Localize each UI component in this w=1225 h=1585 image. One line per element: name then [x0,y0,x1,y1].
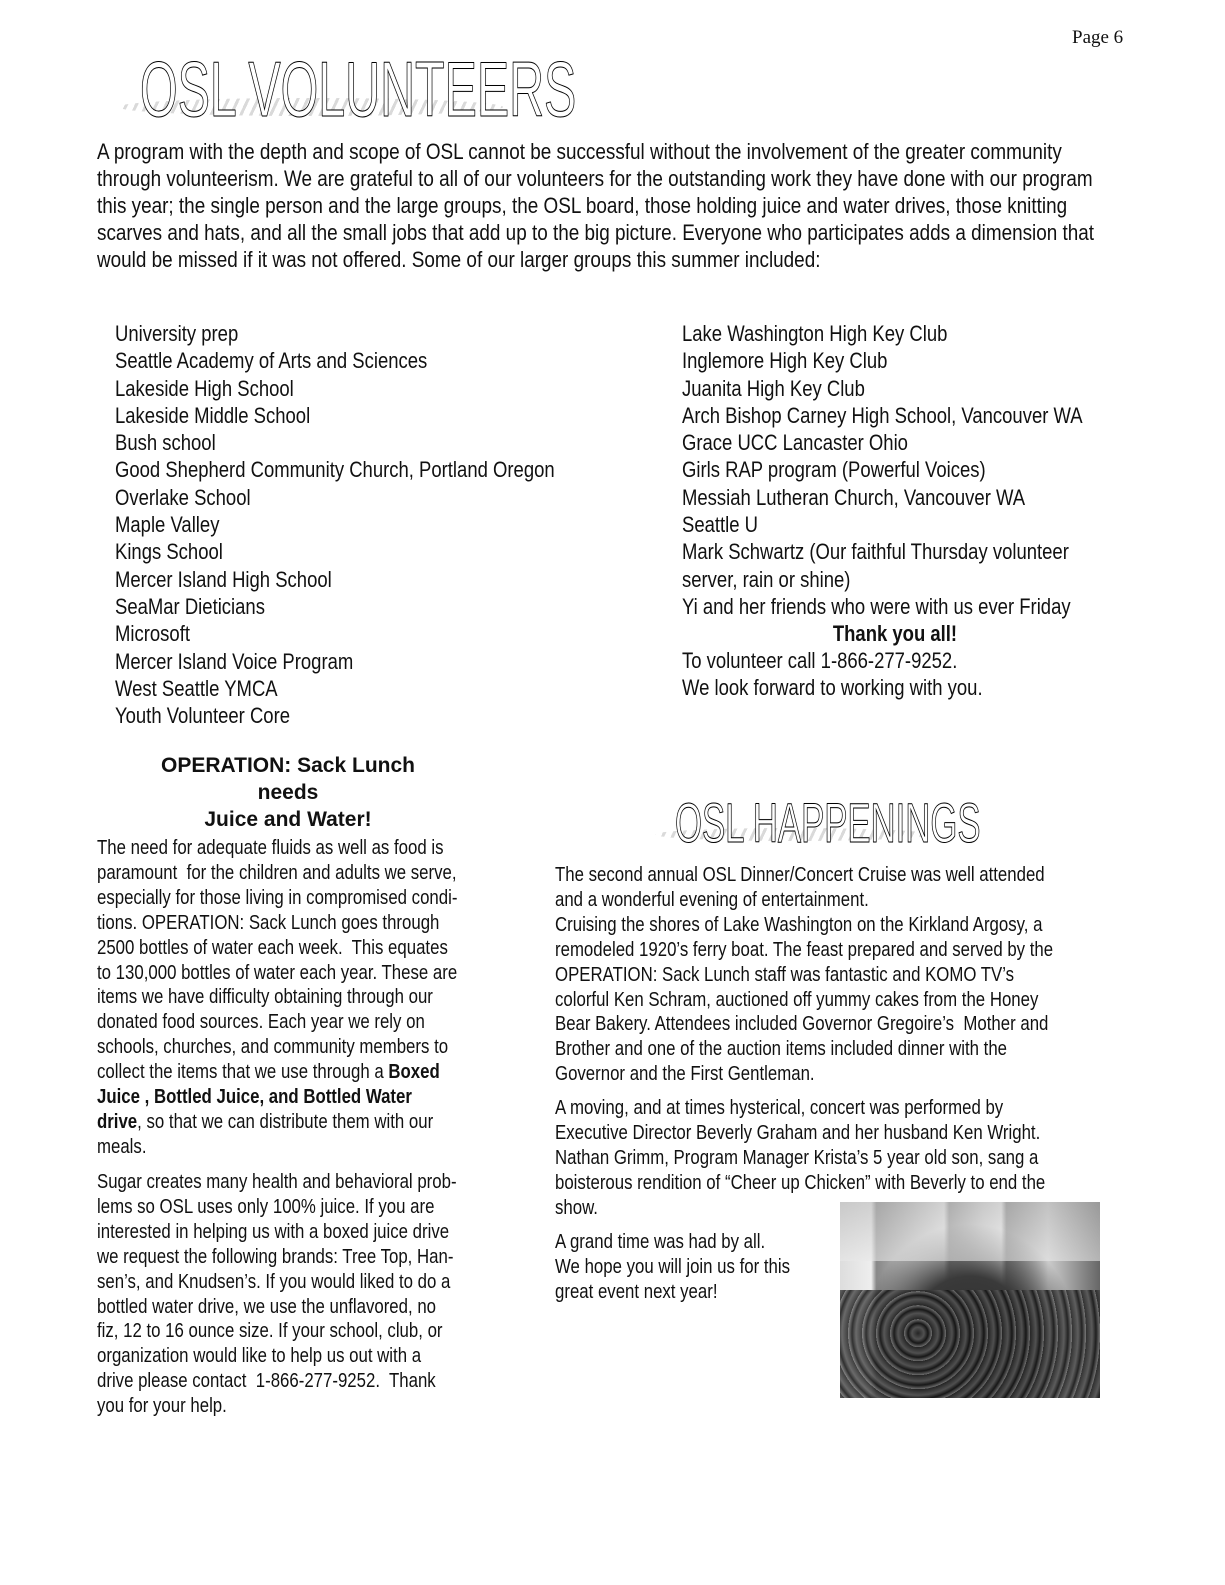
text-run: meals. [97,1135,147,1158]
operation-heading [97,752,479,833]
text-run: Executive Director Beverly Graham and her husband Ken Wright. [555,1121,1041,1144]
heading-line: needs [257,781,319,804]
text-line: A program with the depth and scope of OSL cannot be successful without the involvement of the greater community [97,139,1062,164]
text-run: A grand time was had by all. [555,1231,766,1253]
bold-text: Boxed [388,1061,440,1084]
text-line [97,985,457,1010]
text-run: colorful Ken Schram, auctioned off yummy cakes from the Honey [555,988,1039,1011]
photo-ceiling [840,1202,1100,1261]
text-line [555,988,1053,1013]
cruise-event-photo [840,1202,1100,1398]
text-line [97,886,457,911]
text-line [97,1035,457,1060]
text-run: remodeled 1920’s ferry boat. The feast prepared and served by the [555,938,1054,961]
text-run: Bear Bakery. Attendees included Governor Gregoire’s Mother and [555,1013,1049,1036]
volunteer-group: Inglemore High Key Club [682,348,888,374]
text-run: you for your help. [97,1395,227,1418]
text-line [97,1085,457,1110]
volunteer-group: Lakeside Middle School [115,402,311,428]
volunteer-group: Mark Schwartz (Our faithful Thursday volunteer [682,539,1069,565]
text-line [97,1220,457,1245]
text-run: 2500 bottles of water each week. This equates [97,936,448,959]
volunteer-group: Juanita High Key Club [682,375,865,401]
text-line [97,1135,457,1160]
page-number: Page 6 [1072,27,1124,48]
text-line [97,1245,457,1270]
text-line [97,1110,457,1135]
text-run: tions. OPERATION: Sack Lunch goes through [97,911,440,934]
text-line: through volunteerism. We are grateful to all of our volunteers for the outstanding work they have done with our program [97,166,1093,191]
volunteer-group: Yi and her friends who were with us ever Friday [682,593,1071,619]
text-run: Brother and one of the auction items included dinner with the [555,1038,1008,1061]
volunteer-groups-right [682,320,1083,620]
thank-you-label: Thank you all! [832,621,957,646]
text-run: donated food sources. Each year we rely on [97,1011,425,1034]
text-run: bottled water drive, we use the unflavored, no [97,1295,437,1318]
text-line [97,1170,457,1195]
text-run: paramount for the children and adults we serve, [97,861,457,884]
text-line [555,1037,1053,1062]
volunteer-group: Messiah Lutheran Church, Vancouver WA [682,484,1026,510]
volunteer-group: Mercer Island High School [115,566,332,592]
text-line [97,1060,457,1085]
text-line [97,961,457,986]
text-line [555,1255,790,1280]
volunteer-group: Youth Volunteer Core [115,703,291,729]
text-run: We hope you will join us for this [555,1255,791,1278]
text-line [97,1319,457,1344]
text-run: , so that we can distribute them with our [137,1110,434,1133]
volunteers-title-text: OSL VOLUNTEERS [140,45,577,133]
text-run: interested in helping us with a boxed juice drive [97,1220,450,1243]
text-run: Nathan Grimm, Program Manager Krista’s 5 year old son, sang a [555,1146,1039,1169]
text-line: To volunteer call 1-866-277-9252. [682,648,958,673]
text-line: We look forward to working with you. [682,675,983,701]
text-run: drive please contact 1-866-277-9252. Thank [97,1370,436,1393]
text-line [97,936,457,961]
text-run: boisterous rendition of “Cheer up Chicken” with Beverly to end the [555,1171,1046,1194]
text-line [97,836,457,861]
text-line [555,1121,1045,1146]
text-line [555,863,1053,888]
text-line [97,1369,457,1394]
text-run: A moving, and at times hysterical, concert was performed by [555,1097,1004,1119]
text-run: schools, churches, and community members to [97,1036,449,1059]
text-run: especially for those living in compromised condi- [97,886,458,909]
text-line [555,913,1053,938]
bold-text: Juice , Bottled Juice, and Bottled Water [97,1086,412,1109]
volunteer-group: West Seattle YMCA [115,675,278,701]
happenings-title-text: OSL HAPPENINGS [675,791,981,854]
volunteers-title [140,44,576,135]
operation-paragraph-2 [97,1170,457,1419]
volunteer-group: Seattle Academy of Arts and Sciences [115,348,428,374]
thank-you-text [682,620,1107,647]
text-line [97,1270,457,1295]
text-line [555,963,1053,988]
operation-paragraph-1 [97,836,457,1160]
heading-line: Juice and Water! [204,808,372,831]
text-run: The need for adequate fluids as well as food is [97,837,444,859]
volunteer-group: Arch Bishop Carney High School, Vancouver WA [682,402,1083,428]
volunteer-group: Bush school [115,430,216,456]
text-run: we request the following brands: Tree Top, Han- [97,1245,454,1268]
text-run: The second annual OSL Dinner/Concert Cruise was well attended [555,864,1045,886]
text-run: to 130,000 bottles of water each year. These are [97,961,458,984]
text-line [555,1230,790,1255]
text-run: great event next year! [555,1280,718,1303]
volunteer-group: Girls RAP program (Powerful Voices) [682,457,986,483]
happenings-paragraph-3 [555,1230,790,1305]
volunteer-group: Kings School [115,539,223,565]
volunteer-group: Maple Valley [115,512,220,538]
text-line [97,1295,457,1320]
volunteer-group: Grace UCC Lancaster Ohio [682,430,908,456]
text-run: sen’s, and Knudsen’s. If you would liked to do a [97,1270,451,1293]
text-line [97,911,457,936]
happenings-title [675,790,980,855]
text-run: OPERATION: Sack Lunch staff was fantastic and KOMO TV’s [555,963,1015,986]
heading-line: OPERATION: Sack Lunch [161,754,415,777]
text-line [555,1096,1045,1121]
text-run: organization would like to help us out with a [97,1345,422,1368]
text-run: Governor and the First Gentleman. [555,1063,815,1086]
text-line [97,861,457,886]
text-line: would be missed if it was not offered. Some of our larger groups this summer included: [97,247,821,272]
text-line [555,1012,1053,1037]
text-run: and a wonderful evening of entertainment. [555,888,869,911]
volunteer-group: Overlake School [115,484,251,510]
text-line [97,1195,457,1220]
text-run: show. [555,1196,598,1219]
volunteer-group: Seattle U [682,512,759,538]
text-run: Cruising the shores of Lake Washington on the Kirkland Argosy, a [555,913,1043,936]
volunteer-groups-left [115,320,555,729]
text-line [555,1146,1045,1171]
volunteer-group: Lakeside High School [115,375,294,401]
text-run: fiz, 12 to 16 ounce size. If your school, club, or [97,1320,443,1343]
volunteer-contact [682,647,983,702]
text-line [555,888,1053,913]
volunteer-group: Good Shepherd Community Church, Portland Oregon [115,457,555,483]
text-line [555,938,1053,963]
volunteer-group: SeaMar Dieticians [115,593,265,619]
volunteer-group: Mercer Island Voice Program [115,648,354,674]
volunteer-group: University prep [115,321,239,346]
text-run: collect the items that we use through a [97,1061,389,1084]
text-line: scarves and hats, and all the small jobs that add up to the big picture. Everyone who participates adds a dimension that [97,220,1095,245]
volunteers-intro [97,138,1094,273]
text-line [555,1280,790,1305]
text-run: Sugar creates many health and behavioral prob- [97,1171,457,1193]
happenings-paragraph-1 [555,863,1053,1087]
text-line [97,1394,457,1419]
volunteer-group: Lake Washington High Key Club [682,321,948,346]
text-line [97,1344,457,1369]
text-line [97,1010,457,1035]
bold-text: drive [97,1110,138,1133]
text-line [555,1171,1045,1196]
text-run: lems so OSL uses only 100% juice. If you are [97,1195,435,1218]
text-run: items we have difficulty obtaining through our [97,986,433,1009]
volunteer-group: server, rain or shine) [682,566,851,592]
volunteer-group: Microsoft [115,621,190,647]
text-line [555,1062,1053,1087]
text-line: this year; the single person and the large groups, the OSL board, those holding juice and water drives, those knitting [97,193,1068,218]
photo-crowd [840,1290,1100,1398]
